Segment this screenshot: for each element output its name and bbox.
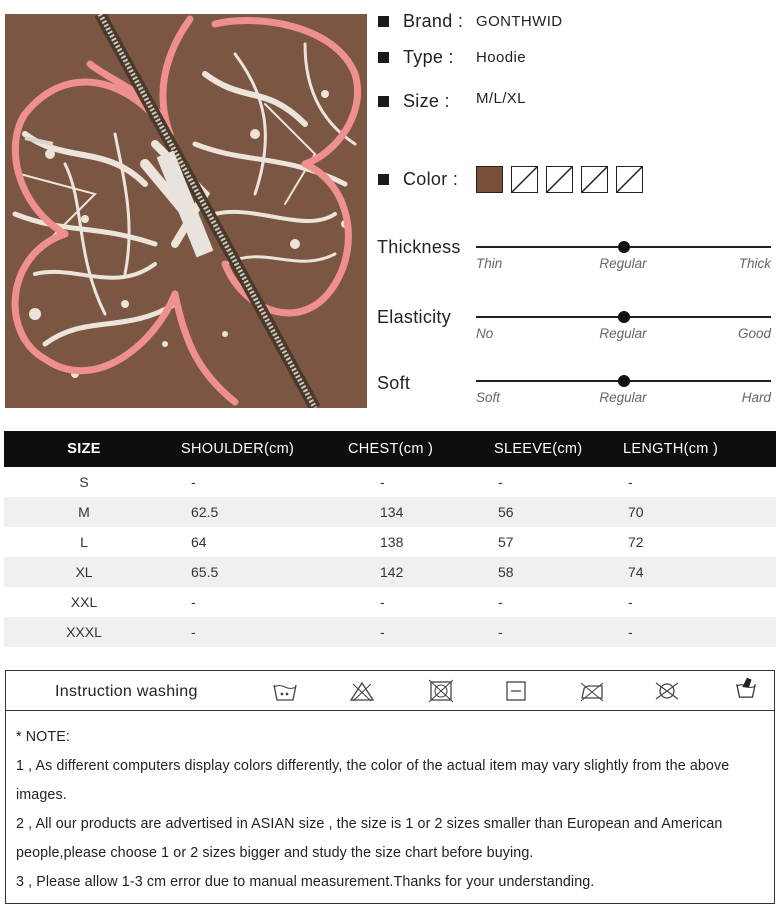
cell-shoulder: - (191, 594, 196, 610)
soft-scale (476, 380, 771, 424)
cell-shoulder: - (191, 474, 196, 490)
washing-header (6, 671, 774, 711)
cell-chest: - (331, 617, 477, 647)
color-swatches (476, 166, 643, 193)
cell-sleeve: 56 (477, 497, 606, 527)
scale-marker (618, 241, 630, 253)
cell-sleeve: 57 (498, 534, 514, 550)
scale-low-label: Thin (476, 256, 503, 271)
cell-shoulder: - (164, 617, 331, 647)
color-swatch-empty (581, 166, 608, 193)
header-shoulder: SHOULDER(cm) (164, 431, 331, 467)
hoodie-fabric-image (5, 14, 367, 408)
table-row (4, 617, 776, 647)
cell-length: 74 (606, 557, 776, 587)
color-swatch-empty (616, 166, 643, 193)
no-bleach-icon (349, 679, 375, 703)
table-row (4, 587, 776, 617)
header-sleeve: SLEEVE(cm) (477, 431, 606, 467)
table-row (4, 527, 776, 557)
notes-section (16, 723, 770, 897)
header-chest: CHEST(cm ) (331, 431, 477, 467)
scale-marker (618, 311, 630, 323)
cell-length: 70 (606, 497, 776, 527)
note-line-1b: images. (16, 787, 67, 803)
cell-length: 72 (628, 534, 644, 550)
hand-wash-icon (733, 675, 759, 699)
soft-title: Soft (377, 373, 411, 393)
cell-size: S (79, 474, 89, 490)
cell-chest: 134 (331, 497, 477, 527)
note-line-1a: 1 , As different computers display colors differently, the color of the actual item may vary slightly from the above (16, 758, 730, 774)
cell-chest: 138 (380, 534, 404, 550)
washing-notes-box (5, 670, 775, 904)
note-line-2a: 2 , All our products are advertised in ASIAN size , the size is 1 or 2 sizes smaller than European and American (16, 816, 723, 832)
table-row (4, 557, 776, 587)
cell-size: L (80, 534, 88, 550)
cell-sleeve: - (477, 617, 606, 647)
scale-high-label: Hard (741, 390, 771, 405)
bullet-square-icon (378, 174, 389, 185)
cell-chest: - (380, 594, 385, 610)
type-value: Hoodie (476, 49, 526, 66)
notes-heading: * NOTE: (16, 729, 70, 745)
cell-size: XL (4, 557, 164, 587)
bullet-square-icon (378, 52, 389, 63)
cell-shoulder: 62.5 (164, 497, 331, 527)
cell-sleeve: - (498, 594, 503, 610)
color-swatch-empty (546, 166, 573, 193)
color-swatch-brown[interactable] (476, 166, 503, 193)
cell-size: XXXL (4, 617, 164, 647)
table-row (4, 497, 776, 527)
cell-shoulder: 65.5 (164, 557, 331, 587)
iron-low-icon (579, 679, 605, 703)
cell-size: M (4, 497, 164, 527)
scale-mid-label: Regular (599, 326, 647, 341)
bullet-square-icon (378, 96, 389, 107)
elasticity-title: Elasticity (377, 307, 452, 327)
size-chart-table (4, 431, 776, 647)
header-size: SIZE (4, 431, 164, 467)
size-label: Size : (403, 90, 450, 111)
cell-chest: - (380, 474, 385, 490)
table-header-row (4, 431, 776, 467)
bullet-square-icon (378, 16, 389, 27)
spec-color (378, 166, 458, 192)
header-length: LENGTH(cm ) (606, 431, 776, 467)
washing-title: Instruction washing (55, 683, 198, 700)
no-dry-clean-icon (654, 679, 680, 703)
cell-length: - (606, 617, 776, 647)
scale-high-label: Thick (738, 256, 771, 271)
scale-mid-label: Regular (599, 256, 647, 271)
cell-size: XXL (70, 594, 98, 610)
cell-sleeve: 58 (477, 557, 606, 587)
note-line-3: 3 , Please allow 1-3 cm error due to manual measurement.Thanks for your understanding. (16, 874, 595, 890)
product-photo (5, 14, 367, 408)
brand-value: GONTHWID (476, 12, 563, 30)
scale-mid-label: Regular (599, 390, 647, 405)
scale-marker (618, 375, 630, 387)
dry-flat-icon (503, 679, 529, 703)
wash-30-icon (272, 679, 298, 703)
scale-low-label: No (476, 326, 494, 341)
brand-label: Brand : (403, 10, 464, 31)
color-swatch-empty (511, 166, 538, 193)
size-value: M/L/XL (476, 90, 526, 107)
note-line-2b: people,please choose 1 or 2 sizes bigger and study the size chart before buying. (16, 845, 534, 861)
cell-shoulder: 64 (191, 534, 207, 550)
spec-brand (378, 8, 563, 34)
cell-chest: 142 (331, 557, 477, 587)
cell-sleeve: - (498, 474, 503, 490)
color-label: Color : (403, 168, 459, 189)
type-label: Type : (403, 46, 454, 67)
cell-length: - (628, 474, 633, 490)
thickness-scale (476, 246, 771, 290)
spec-size (378, 88, 526, 114)
thickness-title: Thickness (377, 237, 461, 257)
scale-high-label: Good (737, 326, 771, 341)
spec-type (378, 44, 526, 70)
cell-length: - (628, 594, 633, 610)
elasticity-scale (476, 316, 771, 360)
no-tumble-dry-icon (428, 679, 454, 703)
scale-low-label: Soft (476, 390, 501, 405)
table-row (4, 467, 776, 497)
